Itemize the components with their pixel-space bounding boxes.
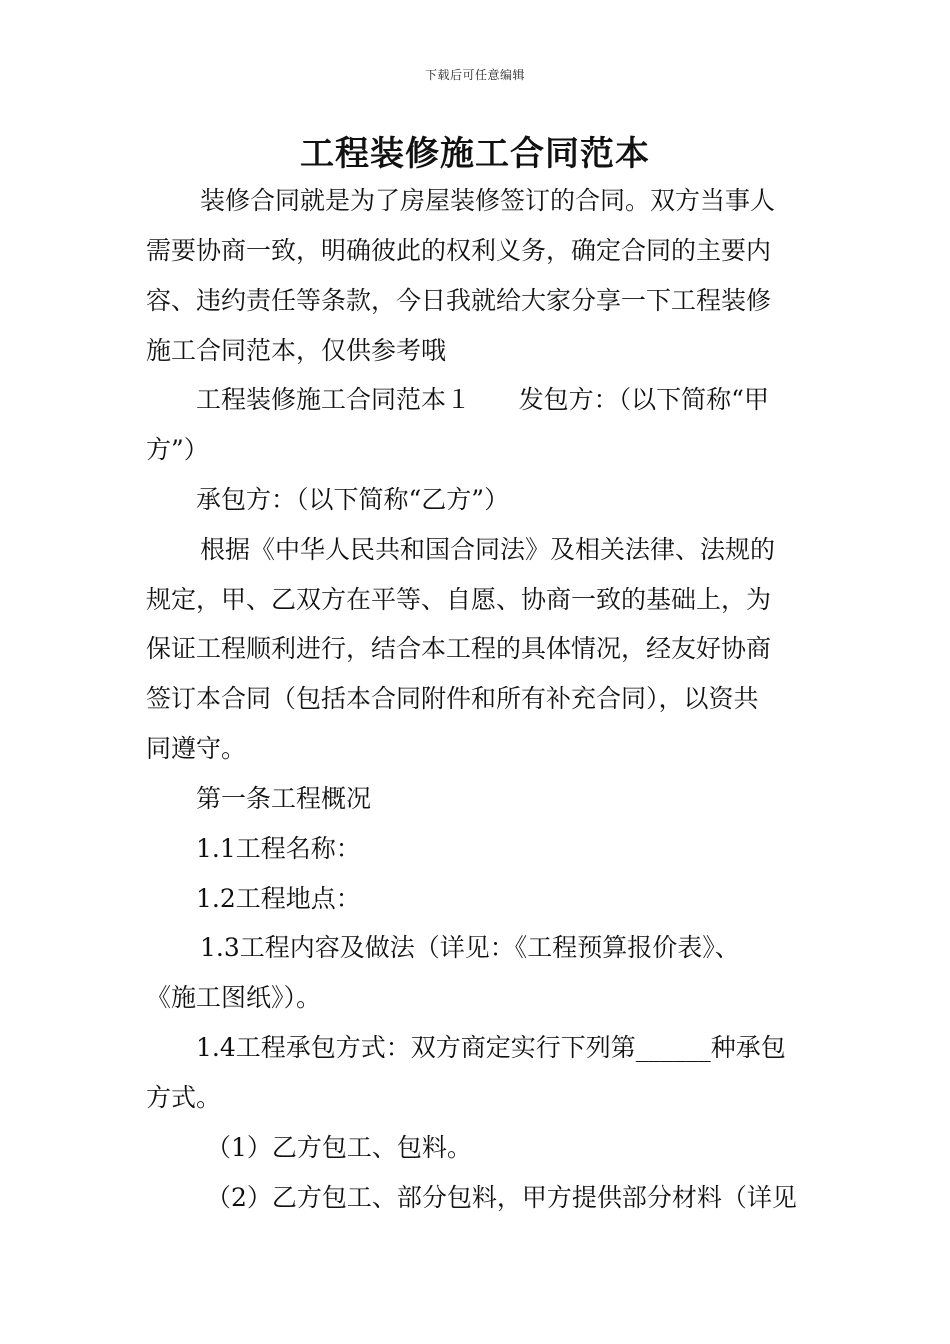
document-title: 工程装修施工合同范本 [300,134,650,174]
paragraph-line: 根据《中华人民共和国合同法》及相关法律、法规的 [200,535,776,564]
paragraph-line: 1.3工程内容及做法（详见：《工程预算报价表》、 [200,933,740,962]
paragraph-line: 承包方：（以下简称“乙方”） [196,485,510,514]
paragraph-line: 容、违约责任等条款，今日我就给大家分享一下工程装修 [146,286,772,315]
paragraph-line: 规定，甲、乙双方在平等、自愿、协商一致的基础上，为 [146,585,772,614]
paragraph-line: 施工合同范本，仅供参考哦 [146,336,447,365]
paragraph-line: 方”） [146,435,209,464]
paragraph-line: 保证工程顺利进行，结合本工程的具体情况，经友好协商 [146,634,772,663]
paragraph-line: 装修合同就是为了房屋装修签订的合同。双方当事人 [200,186,776,215]
paragraph-line: 同遵守。 [146,734,247,763]
paragraph-line: （1）乙方包工、包料。 [206,1133,472,1162]
paragraph-line: 方式。 [146,1083,222,1112]
section-heading: 第一条工程概况 [196,784,372,813]
paragraph-line: （2）乙方包工、部分包料，甲方提供部分材料（详见 [206,1183,797,1212]
paragraph-line: 签订本合同（包括本合同附件和所有补充合同），以资共 [146,684,759,713]
paragraph-line: 1.1工程名称： [196,834,361,863]
page-header-note: 下载后可任意编辑 [424,68,525,82]
paragraph-line: 《施工图纸》）。 [146,983,322,1012]
paragraph-line: 需要协商一致，明确彼此的权利义务，确定合同的主要内 [146,236,772,265]
paragraph-line: 1.2工程地点： [196,884,361,913]
paragraph-line: 1.4工程承包方式：双方商定实行下列第______种承包 [196,1033,786,1062]
paragraph-line: 工程装修施工合同范本１ 发包方：（以下简称“甲 [196,385,769,414]
